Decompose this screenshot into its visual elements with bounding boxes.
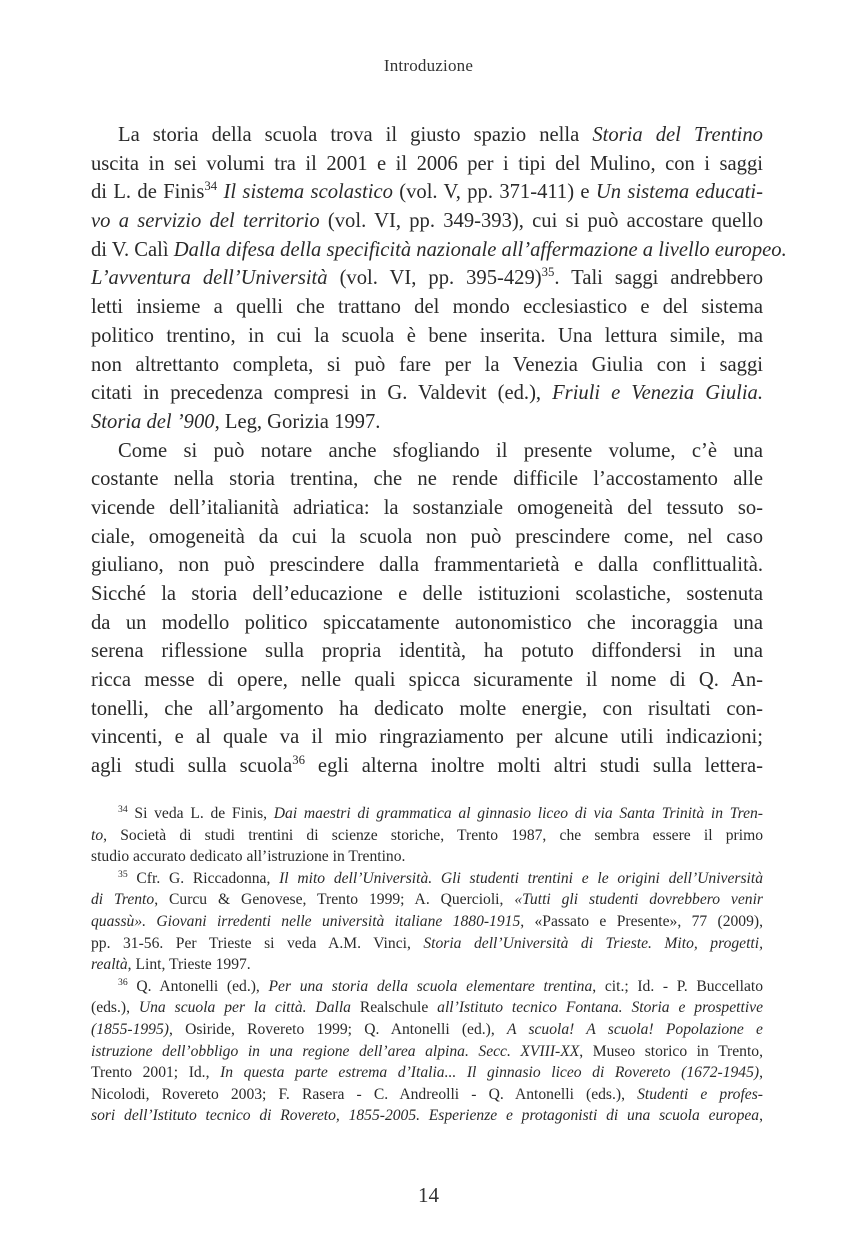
paragraph — [91, 121, 787, 437]
text-run: serena riflessione sulla propria identità, ha potuto diffondersi in una — [91, 640, 763, 663]
text-line — [91, 178, 763, 207]
text-run: , Lint, Trieste 1997. — [127, 956, 251, 974]
italic-text: vo a servizio del territorio — [91, 210, 320, 233]
footnote-line — [91, 889, 763, 911]
text-run: (vol. VI, pp. 349-393), cui si può accostare quello — [319, 210, 763, 233]
italic-text: Storia del Trentino — [592, 124, 763, 146]
text-run: , — [759, 1064, 763, 1082]
text-run: , cit.; Id. - P. Buccellato — [592, 977, 764, 995]
text-run: Sicché la storia dell’educazione e delle istituzioni scolastiche, sostenuta — [91, 583, 763, 605]
text-line — [91, 465, 763, 494]
footnote-line — [91, 1062, 763, 1084]
text-run: (eds.), — [91, 999, 139, 1017]
text-run: Cfr. G. Riccadonna, — [127, 869, 280, 887]
text-run: , Società di studi trentini di scienze storiche, Trento 1987, che sembra essere il primo — [103, 826, 763, 844]
italic-text: Per una storia della scuola elementare trentina — [268, 977, 593, 995]
text-run: (vol. V, pp. 371-411) e — [392, 181, 596, 204]
italic-text: all’Istituto tecnico Fontana. Storia e prospettive — [437, 999, 763, 1017]
text-run: , «Passato e Presente», 77 (2009), — [520, 912, 763, 930]
italic-text: to — [91, 826, 104, 844]
text-run: agli studi sulla scuola — [91, 755, 293, 778]
text-run: , Osiride, Rovereto 1999; Q. Antonelli (ed.), — [168, 1020, 507, 1038]
text-run: non altrettanto completa, si può fare per la Venezia Giulia con i saggi — [91, 353, 763, 376]
text-run: tonelli, che all’argomento ha dedicato molte energie, con risultati con- — [91, 697, 763, 720]
text-line — [91, 121, 763, 150]
italic-text: Studenti e profes- — [637, 1085, 763, 1103]
footnote-line — [91, 846, 763, 868]
text-line — [91, 723, 763, 752]
text-line — [91, 236, 787, 265]
running-head: Introduzione — [383, 56, 474, 75]
text-run: Come si può notare anche sfogliando il presente volume, c’è una — [118, 439, 763, 462]
text-run: costante nella storia trentina, che ne rende difficile l’accostamento alle — [91, 468, 763, 491]
text-line — [91, 322, 763, 351]
text-line — [91, 523, 763, 552]
text-line — [91, 695, 763, 724]
italic-text: istruzione dell’obbligo in una regione dell’area alpina. Secc. XVIII-XX — [91, 1042, 580, 1060]
footnote-line — [91, 868, 763, 890]
text-line — [91, 264, 763, 293]
italic-text: Storia dell’Università di Trieste. Mito, progetti, — [423, 934, 763, 952]
text-line — [91, 551, 763, 580]
footnote-line — [91, 803, 763, 825]
italic-text: realtà — [91, 956, 128, 974]
text-line — [91, 408, 763, 437]
footnotes — [91, 803, 763, 1127]
italic-text: Friuli e Venezia Giulia. — [552, 382, 764, 405]
text-run: uscita in sei volumi tra il 2001 e il 2006 per i tipi del Mulino, con i saggi — [91, 152, 763, 175]
footnote-34 — [91, 803, 763, 868]
text-line — [91, 609, 763, 638]
italic-text: In questa parte estrema d’Italia... Il ginnasio liceo di Rovereto (1672-1945) — [220, 1064, 760, 1082]
text-run: Realschule — [350, 999, 438, 1017]
footnote-ref: 34 — [118, 803, 128, 815]
text-run: , Leg, Gorizia 1997. — [214, 410, 381, 433]
text-run: , Curcu & Genovese, Trento 1999; A. Quercioli, — [154, 891, 515, 909]
footnote-line — [91, 954, 763, 976]
text-run: vicende dell’italianità adriatica: la sostanziale omogeneità del tessuto so- — [91, 496, 763, 519]
footnote-36 — [91, 976, 763, 1127]
footnote-line — [91, 933, 763, 955]
footnote-line — [91, 1019, 763, 1041]
footnote-line — [91, 1105, 763, 1127]
italic-text: Il mito dell’Università. Gli studenti trentini e le origini dell’Università — [279, 869, 763, 887]
text-run: Q. Antonelli (ed.), — [127, 977, 269, 995]
italic-text: Il sistema scolastico — [223, 181, 393, 204]
main-text — [91, 121, 787, 781]
footnote-line — [91, 997, 763, 1019]
italic-text: Dai maestri di grammatica al ginnasio liceo di via Santa Trinità in Tren- — [273, 805, 763, 822]
text-line — [91, 752, 763, 781]
text-run: studio accurato dedicato all’istruzione in Trentino. — [91, 848, 406, 866]
footnote-ref: 36 — [292, 753, 305, 768]
text-run: . Tali saggi andrebbero — [554, 267, 763, 290]
italic-text: L’avventura dell’Università — [91, 267, 328, 290]
text-run: ricca messe di opere, nelle quali spicca sicuramente il nome di Q. An- — [91, 669, 763, 692]
page-number: 14 — [418, 1183, 439, 1207]
text-run: (vol. VI, pp. 395-429) — [327, 267, 542, 290]
italic-text: «Tutti gli studenti dovrebbero venir — [514, 891, 763, 909]
italic-text: (1855-1995) — [91, 1020, 169, 1038]
italic-text: sori dell’Istituto tecnico di Rovereto, 1855-2005. Esperienze e protagonisti di una scuola europea — [91, 1107, 760, 1125]
text-run: letti insieme a quelli che trattano del mondo ecclesiastico e del sistema — [91, 296, 763, 319]
text-line — [91, 150, 763, 179]
text-run: Nicolodi, Rovereto 2003; F. Rasera - C. Andreolli - Q. Antonelli (eds.), — [91, 1085, 638, 1103]
text-run: , Museo storico in Trento, — [579, 1042, 763, 1060]
text-line — [91, 379, 763, 408]
footnote-line — [91, 976, 763, 998]
text-line — [91, 666, 763, 695]
text-run: giuliano, non può prescindere dalla frammentarietà e dalla conflittualità. — [91, 554, 763, 577]
text-run: vincenti, e al quale va il mio ringraziamento per alcune utili indicazioni; — [91, 726, 763, 749]
text-line — [91, 437, 763, 466]
italic-text: Storia del ’900 — [91, 410, 215, 433]
text-run: , — [759, 1107, 763, 1125]
text-line — [91, 293, 763, 322]
footnote-ref: 35 — [118, 868, 128, 880]
text-line — [91, 351, 763, 380]
footnote-35 — [91, 868, 763, 976]
text-run: da un modello politico spiccatamente autonomistico che incoraggia una — [91, 611, 763, 634]
text-line — [91, 580, 763, 609]
italic-text: A scuola! A scuola! Popolazione e — [506, 1020, 763, 1038]
footnote-ref: 36 — [118, 976, 128, 988]
text-run: di V. Calì — [91, 238, 174, 261]
footnote-ref: 34 — [204, 179, 218, 194]
italic-text: Dalla difesa della specificità nazionale all’affermazione a livello europeo. — [173, 238, 787, 261]
text-line — [91, 494, 763, 523]
text-line — [91, 637, 763, 666]
italic-text: di Trento — [91, 891, 155, 909]
footnote-line — [91, 1084, 763, 1106]
italic-text: Un sistema educati- — [595, 181, 763, 204]
text-run: egli alterna inoltre molti altri studi sulla lettera- — [305, 755, 763, 778]
footnote-ref: 35 — [541, 265, 555, 280]
text-run: di L. de Finis — [91, 181, 205, 204]
italic-text: Una scuola per la città. Dalla — [138, 999, 351, 1017]
text-line — [91, 207, 763, 236]
text-run: La storia della scuola trova il giusto spazio nella — [118, 124, 593, 146]
text-run: politico trentino, in cui la scuola è bene inserita. Una lettura simile, ma — [91, 324, 763, 347]
text-run: citati in precedenza compresi in G. Valdevit (ed.), — [91, 382, 553, 405]
paragraph — [91, 437, 763, 781]
footnote-line — [91, 1041, 763, 1063]
text-run: ciale, omogeneità da cui la scuola non può prescindere come, nel caso — [91, 525, 763, 548]
text-run: Si veda L. de Finis, — [127, 805, 274, 822]
footnote-line — [91, 911, 763, 933]
text-run: pp. 31-56. Per Trieste si veda A.M. Vinci, — [91, 934, 424, 952]
italic-text: quassù». Giovani irredenti nelle università italiane 1880-1915 — [91, 912, 521, 930]
footnote-line — [91, 825, 763, 847]
text-run: Trento 2001; Id., — [91, 1064, 221, 1082]
